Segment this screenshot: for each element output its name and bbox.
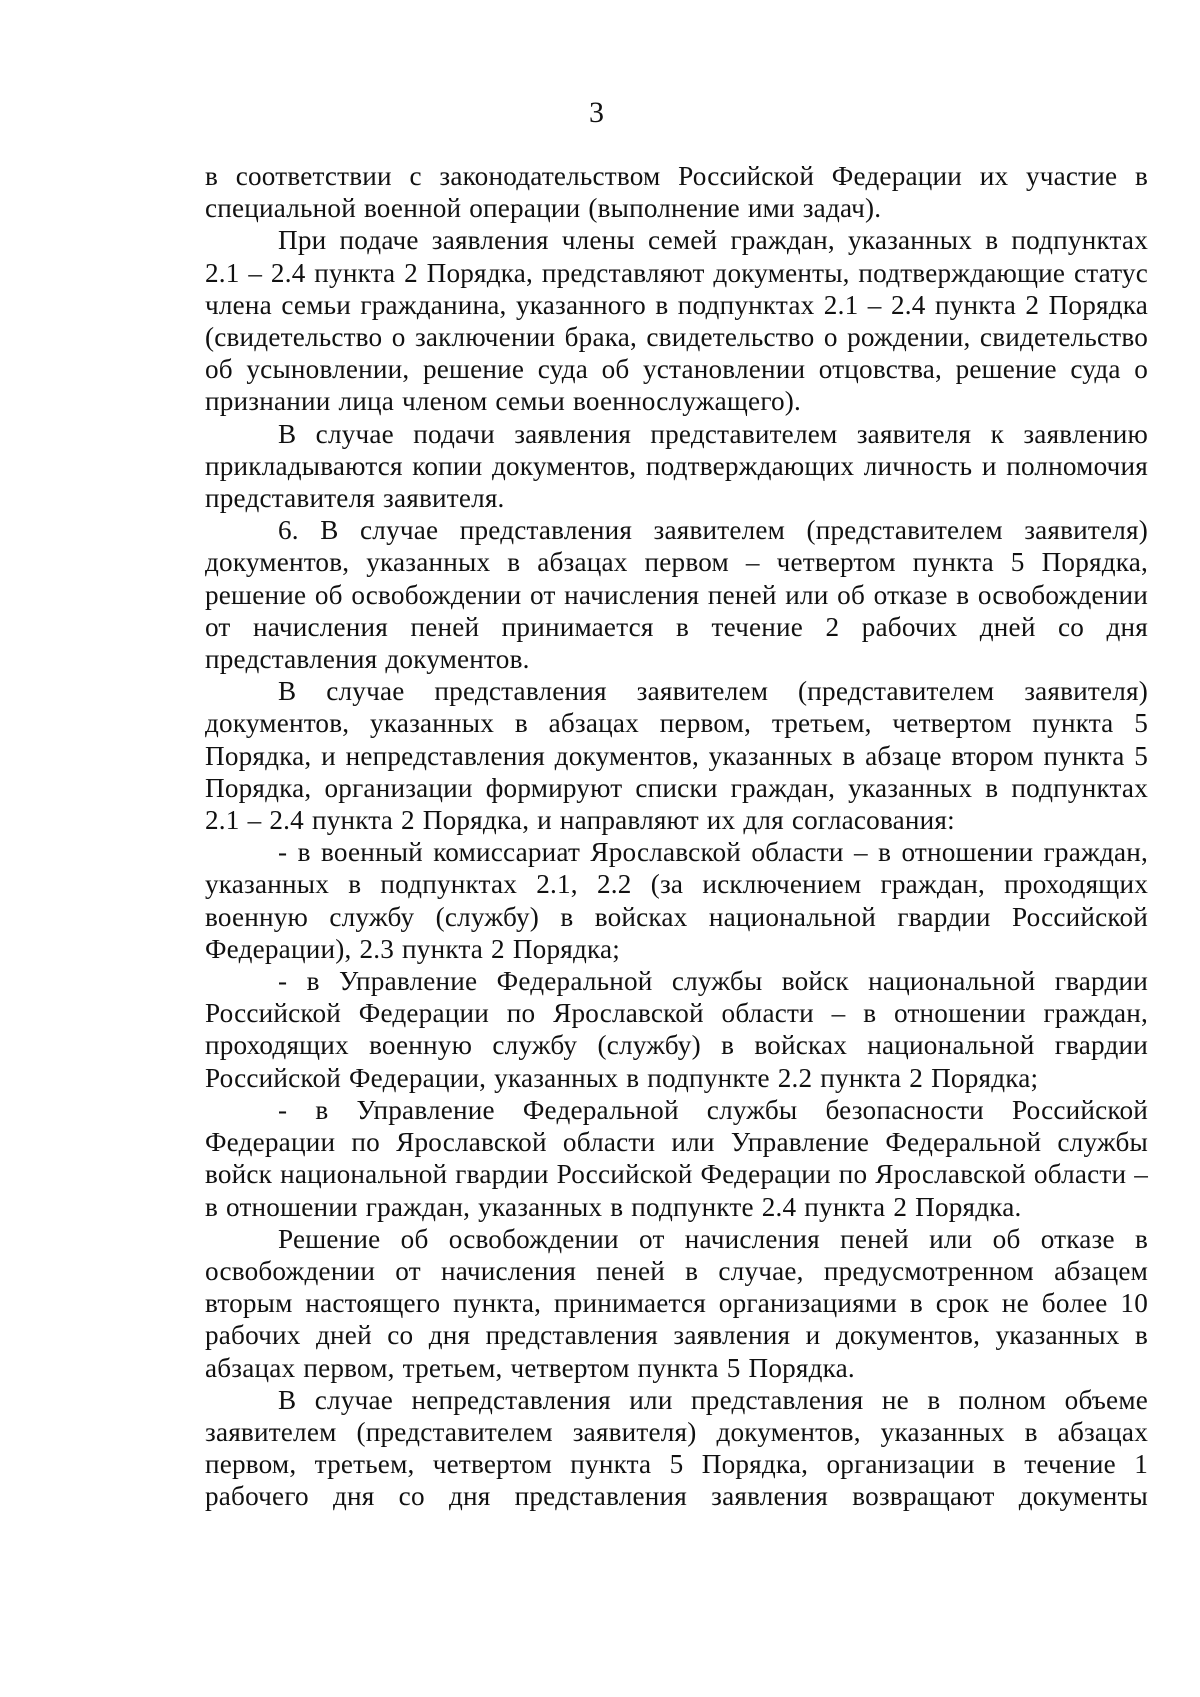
paragraph-9: Решение об освобождении от начисления пеней или об отказе в освобождении от начисления пеней в случае, предусмотренном абзацем вторым настоящего пункта, принимается организациями в срок не более 10 рабочих дней со дня представления заявления и документов, указанных в абзацах первом, третьем, четвертом пункта 5 Порядка. xyxy=(205,1223,1148,1383)
paragraph-1: в соответствии с законодательством Российской Федерации их участие в специальной военной операции (выполнение ими задач). xyxy=(205,161,1148,224)
paragraph-7: - в Управление Федеральной службы войск национальной гвардии Российской Федерации по Ярославской области – в отношении граждан, проходящих военную службу (службу) в войсках национальной гвардии Российской Федерации, указанных в подпункте 2.2 пункта 2 Порядка; xyxy=(205,966,1148,1093)
paragraph-4: 6. В случае представления заявителем (представителем заявителя) документов, указанных в абзацах первом – четвертом пункта 5 Порядка, решение об освобождении от начисления пеней или об отказе в освобождении от начисления пеней принимается в течение 2 рабочих дней со дня представления документов. xyxy=(205,515,1148,675)
paragraph-3: В случае подачи заявления представителем заявителя к заявлению прикладываются копии документов, подтверждающих личность и полномочия представителя заявителя. xyxy=(205,418,1148,514)
paragraph-10: В случае непредставления или представления не в полном объеме заявителем (представителем заявителя) документов, указанных в абзацах первом, третьем, четвертом пункта 5 Порядка, организации в течение 1 рабочего дня со дня представления заявления возвращают документы xyxy=(205,1384,1148,1512)
paragraph-8: - в Управление Федеральной службы безопасности Российской Федерации по Ярославской области или Управление Федеральной службы войск национальной гвардии Российской Федерации по Ярославской области – в отношении граждан, указанных в подпункте 2.4 пункта 2 Порядка. xyxy=(205,1094,1148,1222)
document-body xyxy=(205,160,1148,1513)
paragraph-2: При подаче заявления члены семей граждан, указанных в подпунктах 2.1 – 2.4 пункта 2 Порядка, представляют документы, подтверждающие статус члена семьи гражданина, указанного в подпунктах 2.1 – 2.4 пункта 2 Порядка (свидетельство о заключении брака, свидетельство о рождении, свидетельство об усыновлении, решение суда об установлении отцовства, решение суда о признании лица членом семьи военнослужащего). xyxy=(205,225,1148,417)
page-number: 3 xyxy=(589,96,604,129)
paragraph-5: В случае представления заявителем (представителем заявителя) документов, указанных в абзацах первом, третьем, четвертом пункта 5 Порядка, и непредставления документов, указанных в абзаце втором пункта 5 Порядка, организации формируют списки граждан, указанных в подпунктах 2.1 – 2.4 пункта 2 Порядка, и направляют их для согласования: xyxy=(205,676,1148,836)
paragraph-6: - в военный комиссариат Ярославской области – в отношении граждан, указанных в подпунктах 2.1, 2.2 (за исключением граждан, проходящих военную службу (службу) в войсках национальной гвардии Российской Федерации), 2.3 пункта 2 Порядка; xyxy=(205,837,1148,964)
